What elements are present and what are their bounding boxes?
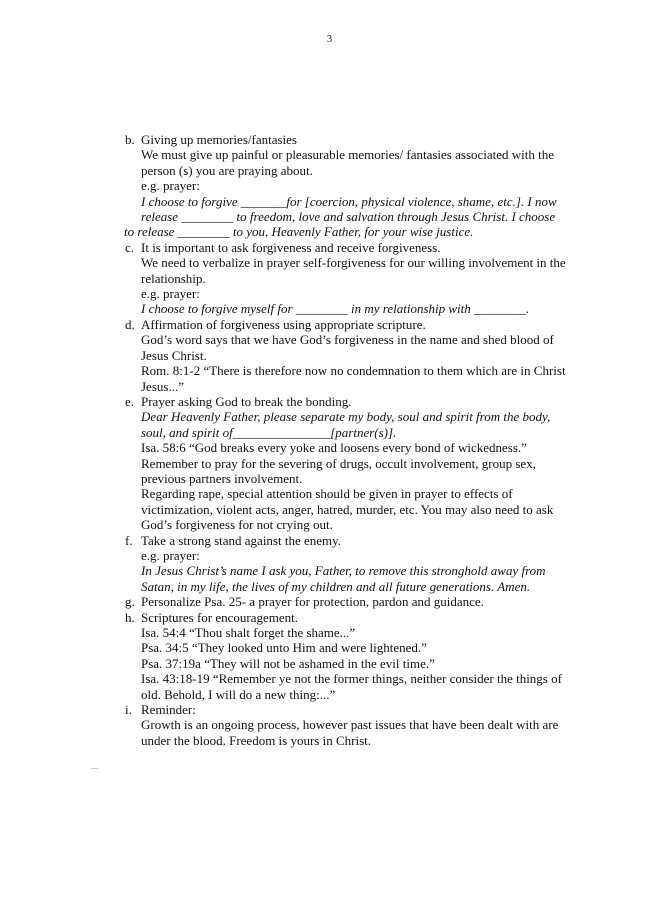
body-line: previous partners involvement. [141,470,303,486]
list-item [124,394,594,533]
margin-mark [91,768,98,769]
list-marker: d. [125,316,135,332]
body-line: Psa. 34:5 “They looked unto Him and were lightened.” [141,640,427,656]
list-marker: b. [125,132,135,147]
page-number: 3 [326,33,333,45]
body-line: victimization, violent acts, anger, hatred, murder, etc. You may also need to ask [141,501,554,517]
body-line: e.g. prayer: [141,547,200,563]
body-line: old. Behold, I will do a new thing:...” [141,686,336,702]
item-heading: It is important to ask forgiveness and receive forgiveness. [141,239,441,255]
item-heading: Personalize Psa. 25- a prayer for protection, pardon and guidance. [141,594,484,610]
body-line: We need to verbalize in prayer self-forgiveness for our willing involvement in the [141,255,566,271]
body-line: God’s forgiveness for not crying out. [141,517,333,533]
list-item [124,594,594,609]
item-heading: Giving up memories/fantasies [141,132,297,147]
list-marker: h. [125,609,135,625]
body-line: under the blood. Freedom is yours in Christ. [141,732,372,748]
list-item [124,533,594,595]
list-item [124,702,594,748]
item-heading: Take a strong stand against the enemy. [141,532,342,548]
body-line: e.g. prayer: [141,178,200,194]
body-line: relationship. [141,270,206,286]
prayer-line: Satan, in my life, the lives of my children and all future generations. Amen. [141,578,531,594]
list-item [124,317,594,394]
prayer-line: to release ________ to you, Heavenly Father, for your wise justice. [124,224,474,240]
prayer-line: soul, and spirit of_______________[partner(s)]. [141,424,397,440]
item-heading: Prayer asking God to break the bonding. [141,393,352,409]
item-heading: Reminder: [141,702,196,718]
list-item [124,132,594,240]
item-heading: Affirmation of forgiveness using appropriate scripture. [141,316,426,332]
list-item [124,610,594,702]
body-line: Isa. 43:18-19 “Remember ye not the former things, neither consider the things of [141,671,562,687]
document-body [124,132,594,748]
list-marker: f. [125,532,133,548]
body-line: Isa. 54:4 “Thou shalt forget the shame...” [141,625,356,640]
body-line: person (s) you are praying about. [141,162,313,178]
list-marker: e. [125,393,135,409]
body-line: e.g. prayer: [141,286,200,302]
body-line: We must give up painful or pleasurable memories/ fantasies associated with the [141,147,555,163]
list-marker: i. [125,702,132,718]
body-line: Isa. 58:6 “God breaks every yoke and loosens every bond of wickedness.” [141,440,527,456]
prayer-line: Dear Heavenly Father, please separate my body, soul and spirit from the body, [141,409,551,425]
body-line: God’s word says that we have God’s forgiveness in the name and shed blood of [141,332,554,348]
prayer-line: release ________ to freedom, love and salvation through Jesus Christ. I choose [141,209,556,225]
item-heading: Scriptures for encouragement. [141,609,299,625]
body-line: Rom. 8:1-2 “There is therefore now no condemnation to them which are in Christ [141,363,566,379]
body-line: Jesus Christ. [141,347,207,363]
body-line: Growth is an ongoing process, however past issues that have been dealt with are [141,717,559,733]
list-marker: c. [125,239,135,255]
body-line: Psa. 37:19a “They will not be ashamed in the evil time.” [141,655,435,671]
prayer-line: I choose to forgive _______for [coercion, physical violence, shame, etc.]. I now [141,193,557,209]
list-marker: g. [125,594,135,610]
prayer-line: In Jesus Christ’s name I ask you, Father, to remove this stronghold away from [141,563,546,579]
list-item [124,240,594,317]
body-line: Regarding rape, special attention should be given in prayer to effects of [141,486,513,502]
prayer-line: I choose to forgive myself for ________ in my relationship with ________. [141,301,530,317]
body-line: Jesus...” [141,378,184,394]
body-line: Remember to pray for the severing of drugs, occult involvement, group sex, [141,455,536,471]
